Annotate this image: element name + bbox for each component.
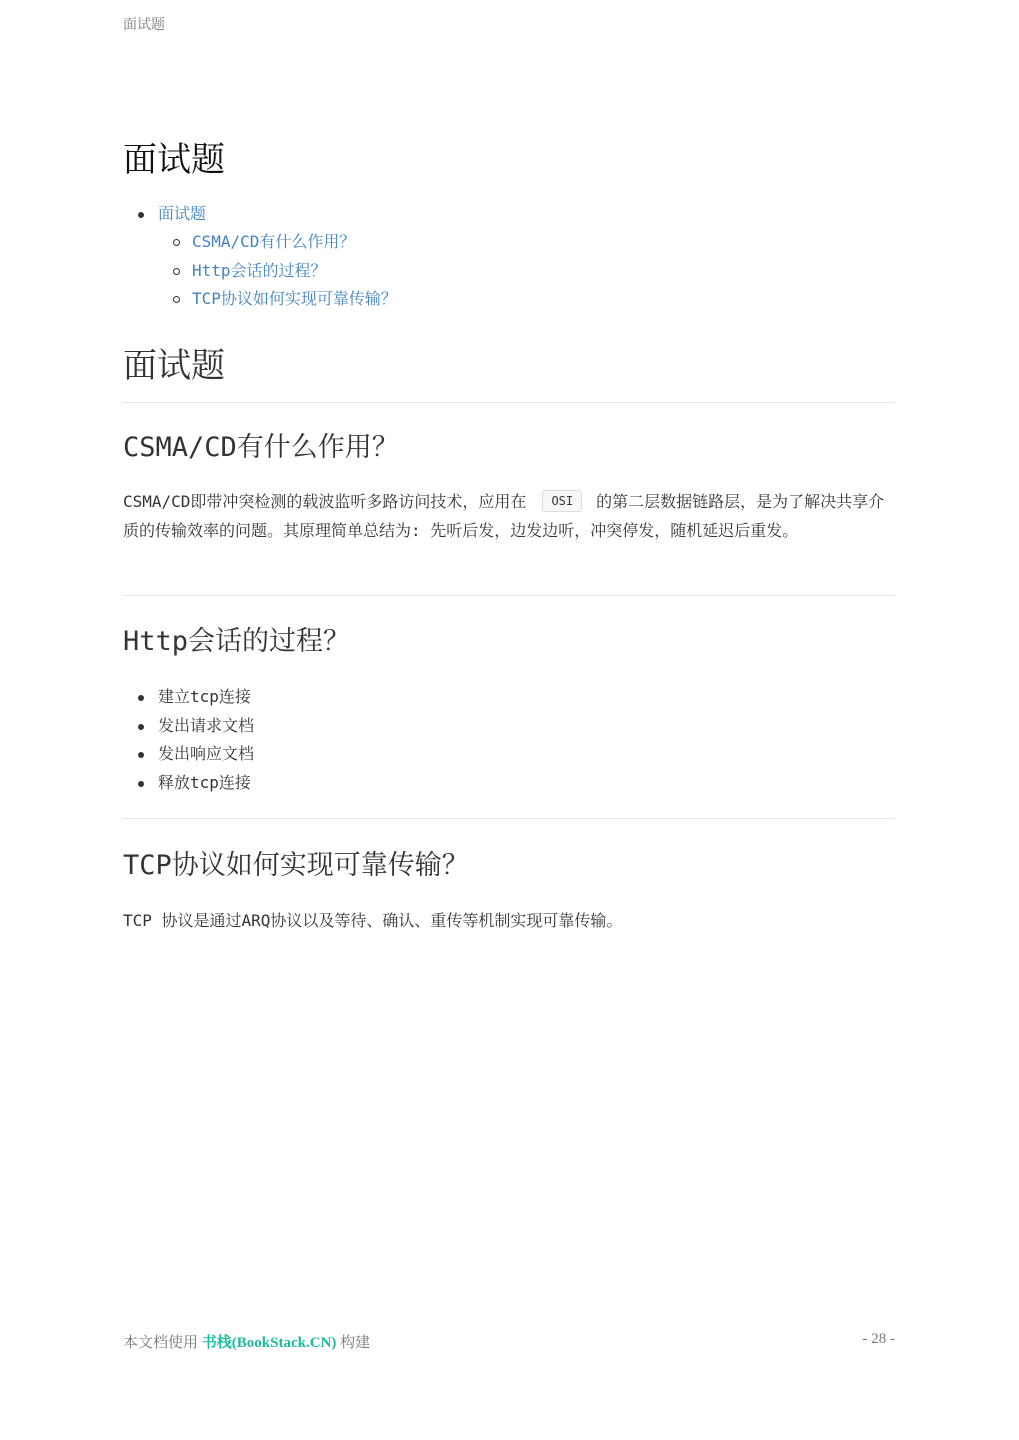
page-number: - 28 - xyxy=(862,1331,895,1347)
toc-item xyxy=(123,200,397,308)
toc-subitem xyxy=(158,228,397,257)
section-divider xyxy=(123,595,895,596)
http-steps-list xyxy=(123,683,254,797)
toc-subitem xyxy=(158,285,397,314)
section-divider xyxy=(123,818,895,819)
title-divider xyxy=(123,402,895,403)
running-head: 面试题 xyxy=(123,18,165,33)
toc-title: 面试题 xyxy=(123,140,225,180)
list-item: 释放tcp连接 xyxy=(123,769,254,798)
csma-paragraph xyxy=(123,488,895,545)
list-item: 发出请求文档 xyxy=(123,712,254,741)
list-item: 建立tcp连接 xyxy=(123,683,254,712)
inline-code: OSI xyxy=(542,490,582,512)
footer-credit xyxy=(123,1331,370,1352)
section-heading-http: Http会话的过程？ xyxy=(123,626,351,657)
brand-link[interactable]: 书栈(BookStack.CN) xyxy=(201,1335,337,1351)
table-of-contents xyxy=(123,200,397,308)
toc-link-csma[interactable]: CSMA/CD有什么作用？ xyxy=(192,232,356,251)
toc-link-http[interactable]: Http会话的过程？ xyxy=(192,260,327,280)
csma-text-after: 的第二层数据链路层，是为了解决共享介质的传输效率的问题。其原理简单总结为: 先听后发，边发边听，冲突停发，随机延迟后重发。 xyxy=(123,492,885,540)
toc-subitem xyxy=(158,257,397,286)
toc-link-main[interactable]: 面试题 xyxy=(158,204,207,223)
footer-prefix: 本文档使用 xyxy=(123,1335,199,1351)
page-title: 面试题 xyxy=(123,346,225,386)
section-heading-tcp: TCP协议如何实现可靠传输？ xyxy=(123,850,469,881)
toc-link-tcp[interactable]: TCP协议如何实现可靠传输？ xyxy=(192,289,397,308)
toc-sublist xyxy=(158,228,397,314)
list-item: 发出响应文档 xyxy=(123,740,254,769)
footer-suffix: 构建 xyxy=(340,1335,371,1351)
csma-text-before: CSMA/CD即带冲突检测的载波监听多路访问技术，应用在 xyxy=(123,492,527,511)
section-heading-csma: CSMA/CD有什么作用？ xyxy=(123,432,399,463)
tcp-paragraph: TCP 协议是通过ARQ协议以及等待、确认、重传等机制实现可靠传输。 xyxy=(123,911,623,930)
